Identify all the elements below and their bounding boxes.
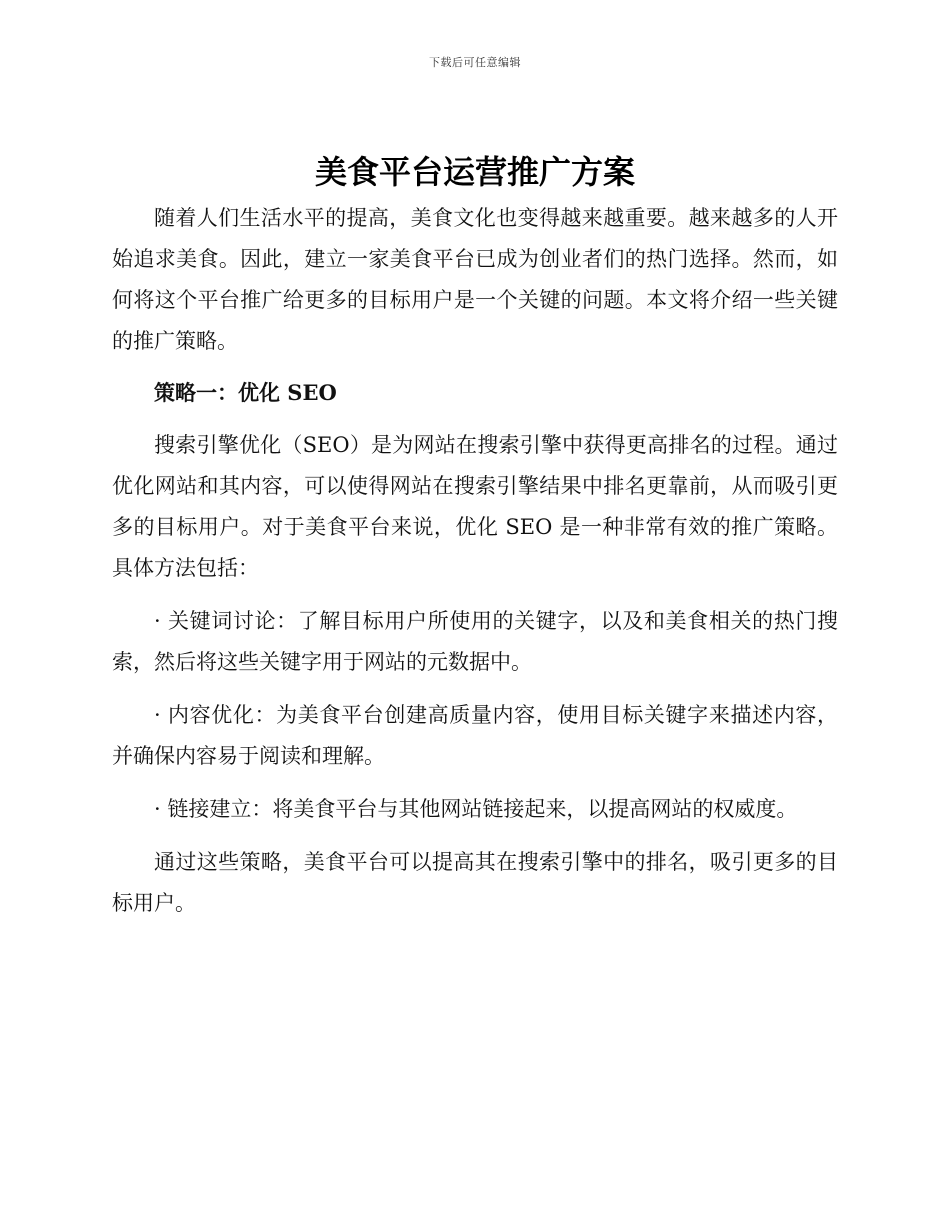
header-note: 下载后可任意编辑 — [429, 56, 521, 69]
bullet-content-optimization: · 内容优化：为美食平台创建高质量内容，使用目标关键字来描述内容，并确保内容易于阅读和理解。 — [112, 703, 838, 768]
intro-paragraph: 随着人们生活水平的提高，美食文化也变得越来越重要。越来越多的人开始追求美食。因此，建立一家美食平台已成为创业者们的热门选择。然而，如何将这个平台推广给更多的目标用户是一个关键的问题。本文将介绍一些关键的推广策略。 — [112, 206, 838, 353]
bullet-link-building: · 链接建立：将美食平台与其他网站链接起来，以提高网站的权威度。 — [154, 797, 798, 821]
document-body — [112, 198, 838, 924]
seo-paragraph: 搜索引擎优化（SEO）是为网站在搜索引擎中获得更高排名的过程。通过优化网站和其内容，可以使得网站在搜索引擎结果中排名更靠前，从而吸引更多的目标用户。对于美食平台来说，优化 SEO 是一种非常有效的推广策略。具体方法包括： — [112, 433, 838, 580]
document-title: 美食平台运营推广方案 — [314, 153, 635, 191]
closing-paragraph: 通过这些策略，美食平台可以提高其在搜索引擎中的排名，吸引更多的目标用户。 — [112, 850, 838, 915]
bullet-keywords: · 关键词讨论：了解目标用户所使用的关键字，以及和美食相关的热门搜索，然后将这些关键字用于网站的元数据中。 — [112, 609, 838, 674]
section-heading-seo: 策略一：优化 SEO — [154, 380, 337, 405]
